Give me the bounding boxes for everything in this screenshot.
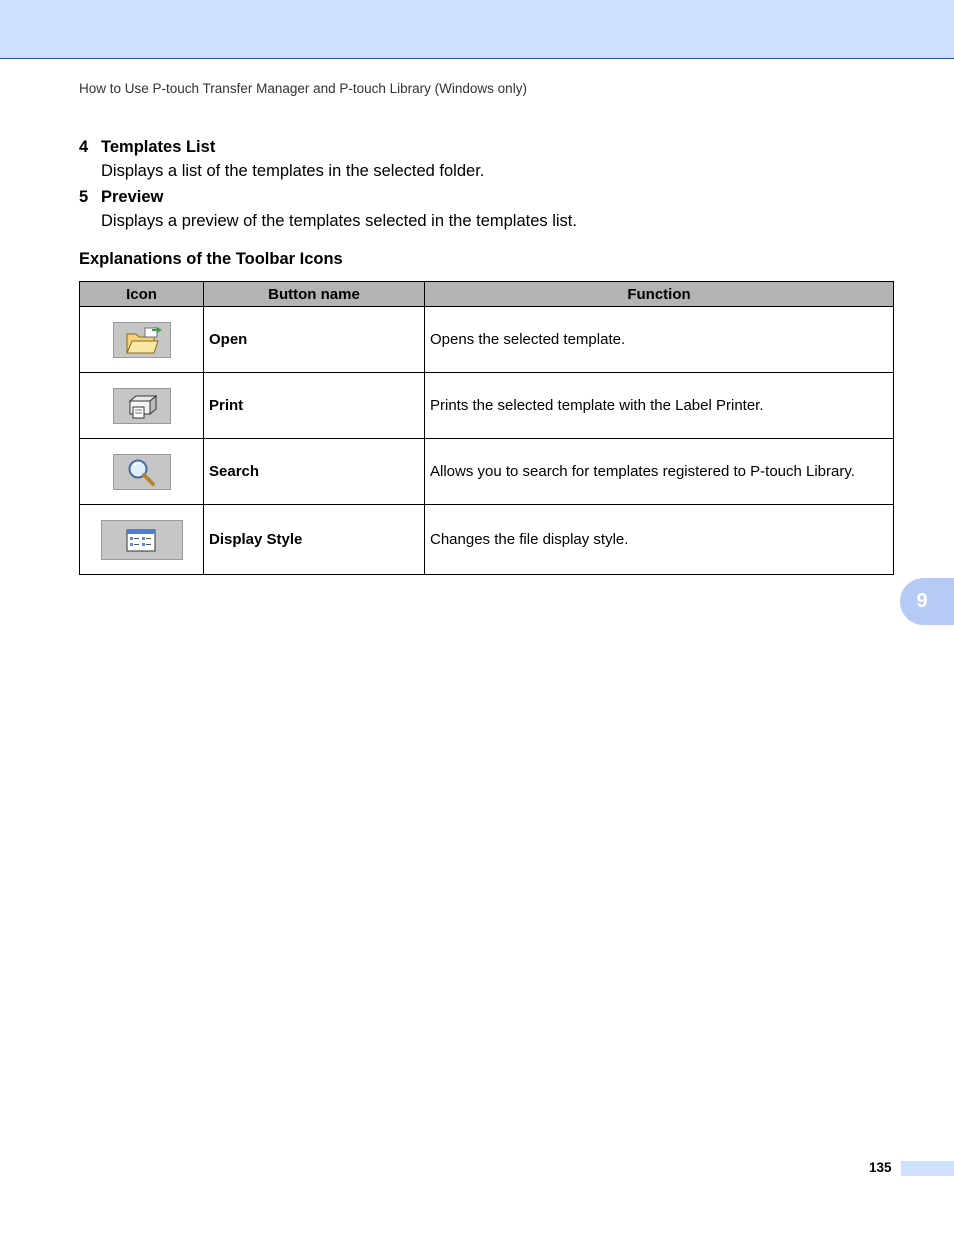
icon-cell xyxy=(80,505,204,575)
button-name: Open xyxy=(204,307,425,373)
page-number: 135 xyxy=(869,1160,892,1175)
page-number-bar xyxy=(901,1161,954,1176)
function-description: Changes the file display style. xyxy=(425,505,894,575)
header-band xyxy=(0,0,954,59)
open-folder-icon xyxy=(113,322,171,358)
item-number: 5 xyxy=(79,188,89,206)
item-description: Displays a list of the templates in the selected folder. xyxy=(101,162,485,180)
table-header-row xyxy=(80,282,894,307)
item-number: 4 xyxy=(79,138,89,156)
magnifier-icon xyxy=(113,454,171,490)
icon-cell xyxy=(80,307,204,373)
column-header-button-name: Button name xyxy=(204,282,425,307)
item-title: Preview xyxy=(101,188,164,206)
column-header-function: Function xyxy=(425,282,894,307)
button-name: Print xyxy=(204,373,425,439)
item-title: Templates List xyxy=(101,138,216,156)
icon-cell xyxy=(80,439,204,505)
function-description: Opens the selected template. xyxy=(425,307,894,373)
printer-icon xyxy=(113,388,171,424)
icon-cell xyxy=(80,373,204,439)
toolbar-icons-table xyxy=(79,281,894,575)
section-heading: Explanations of the Toolbar Icons xyxy=(79,250,343,268)
display-style-icon xyxy=(101,520,183,560)
button-name: Display Style xyxy=(204,505,425,575)
table-row xyxy=(80,373,894,439)
table-row xyxy=(80,307,894,373)
column-header-icon: Icon xyxy=(80,282,204,307)
chapter-tab: 9 xyxy=(900,578,954,625)
table-row xyxy=(80,439,894,505)
function-description: Prints the selected template with the Label Printer. xyxy=(425,373,894,439)
table-row xyxy=(80,505,894,575)
running-header: How to Use P-touch Transfer Manager and P-touch Library (Windows only) xyxy=(79,81,527,96)
item-description: Displays a preview of the templates selected in the templates list. xyxy=(101,212,577,230)
function-description: Allows you to search for templates registered to P-touch Library. xyxy=(425,439,894,505)
button-name: Search xyxy=(204,439,425,505)
